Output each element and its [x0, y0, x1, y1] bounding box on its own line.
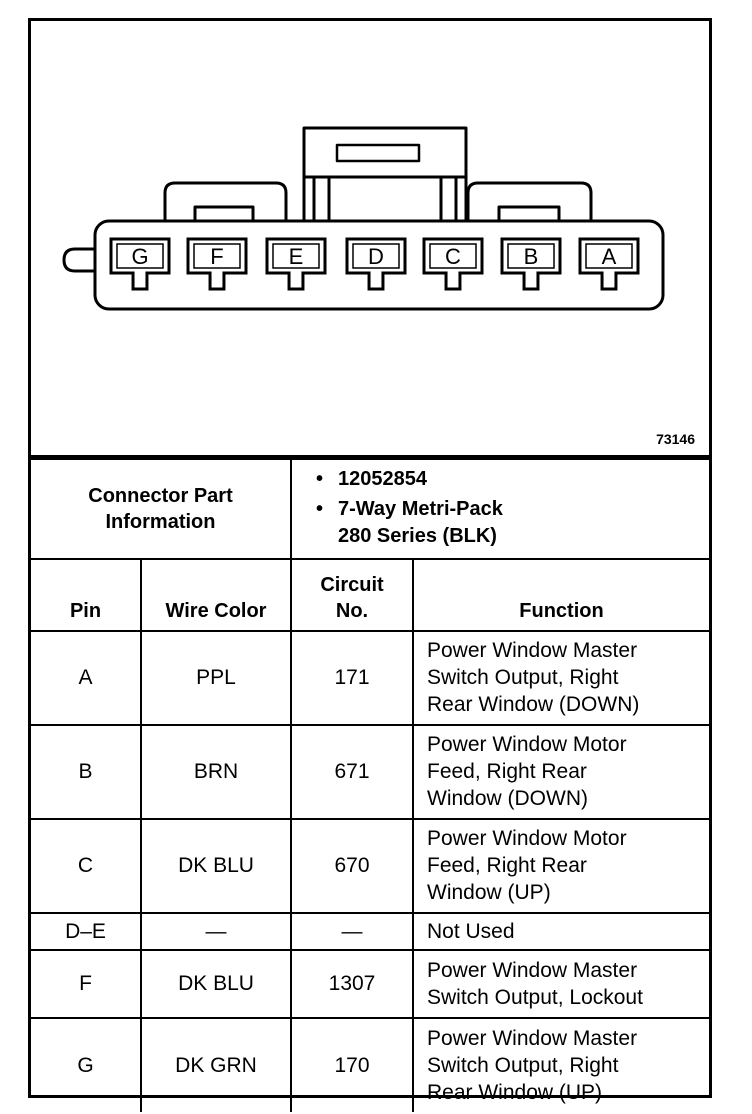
function-cell: [413, 819, 709, 913]
function-cell: [413, 950, 709, 1018]
circuit-cell: 1307: [291, 950, 413, 1018]
header-row: [31, 559, 709, 631]
circuit-header: [291, 559, 413, 631]
table-row: [31, 631, 709, 725]
function-line: Power Window Motor: [427, 733, 627, 756]
function-line: Window (UP): [427, 881, 551, 904]
function-line: Power Window Master: [427, 1026, 638, 1050]
wire-color-cell: BRN: [141, 725, 291, 819]
cavity-label: B: [523, 244, 539, 269]
function-line: Feed, Right Rear: [427, 854, 587, 877]
circuit-cell: 670: [291, 819, 413, 913]
function-cell: [413, 913, 709, 950]
wire-color-cell: DK BLU: [141, 950, 291, 1018]
pin-cell: G: [31, 1018, 141, 1112]
circuit-header-line-1: Circuit: [320, 574, 384, 596]
table-row: [31, 913, 709, 950]
cavity-label: G: [131, 244, 149, 269]
connector-diagram: [31, 21, 709, 458]
function-cell: [413, 1018, 709, 1112]
connector-drawing: [31, 21, 709, 455]
function-line: Not Used: [427, 920, 515, 943]
function-header: Function: [413, 559, 709, 631]
connector-sheet: [28, 18, 712, 1104]
bullet-icon: •: [316, 498, 324, 520]
part-number-text: 12052854: [338, 468, 427, 490]
connector-info-row: [31, 459, 709, 559]
cavity-label: A: [601, 244, 617, 269]
function-line: Rear Window (UP): [427, 1080, 603, 1104]
wire-color-cell: PPL: [141, 631, 291, 725]
cavity-label: E: [288, 244, 304, 269]
table-row: [31, 725, 709, 819]
wire-color-header: Wire Color: [141, 559, 291, 631]
circuit-header-line-2: No.: [335, 600, 369, 622]
wire-color-cell: DK BLU: [141, 819, 291, 913]
function-line: Switch Output, Lockout: [427, 985, 643, 1009]
circuit-cell: 170: [291, 1018, 413, 1112]
function-line: Switch Output, Right: [427, 1053, 619, 1077]
cavity-label: C: [445, 244, 461, 269]
connector-info-values: [291, 459, 709, 559]
bullet-icon: •: [316, 468, 324, 490]
pin-cell: A: [31, 631, 141, 725]
pin-header: Pin: [31, 559, 141, 631]
connector-description: [316, 496, 709, 550]
function-line: Power Window Motor: [427, 827, 627, 850]
description-line-1: 7-Way Metri-Pack: [338, 498, 503, 520]
function-line: Switch Output, Right: [427, 666, 619, 689]
circuit-cell: —: [291, 913, 413, 950]
pin-cell: C: [31, 819, 141, 913]
cavity-label: F: [210, 244, 224, 269]
circuit-cell: 171: [291, 631, 413, 725]
pin-cell: B: [31, 725, 141, 819]
pin-cell: F: [31, 950, 141, 1018]
table-row: [31, 1018, 709, 1112]
function-line: Rear Window (DOWN): [427, 693, 640, 716]
wire-color-cell: —: [141, 913, 291, 950]
function-line: Window (DOWN): [427, 787, 588, 810]
part-number: [316, 466, 709, 493]
cavity-label: D: [368, 244, 384, 269]
function-line: Power Window Master: [427, 958, 638, 982]
table-row: [31, 950, 709, 1018]
wire-color-cell: DK GRN: [141, 1018, 291, 1112]
description-line-2: 280 Series (BLK): [338, 525, 497, 547]
circuit-cell: 671: [291, 725, 413, 819]
connector-table: [31, 458, 709, 1112]
function-line: Feed, Right Rear: [427, 760, 587, 783]
figure-id: 73146: [656, 431, 695, 447]
connector-info-label-text: Connector Part Information: [88, 485, 233, 533]
function-line: Power Window Master: [427, 639, 638, 662]
table-row: [31, 819, 709, 913]
function-cell: [413, 725, 709, 819]
function-cell: [413, 631, 709, 725]
pin-cell: D–E: [31, 913, 141, 950]
connector-info-label: [31, 459, 291, 559]
